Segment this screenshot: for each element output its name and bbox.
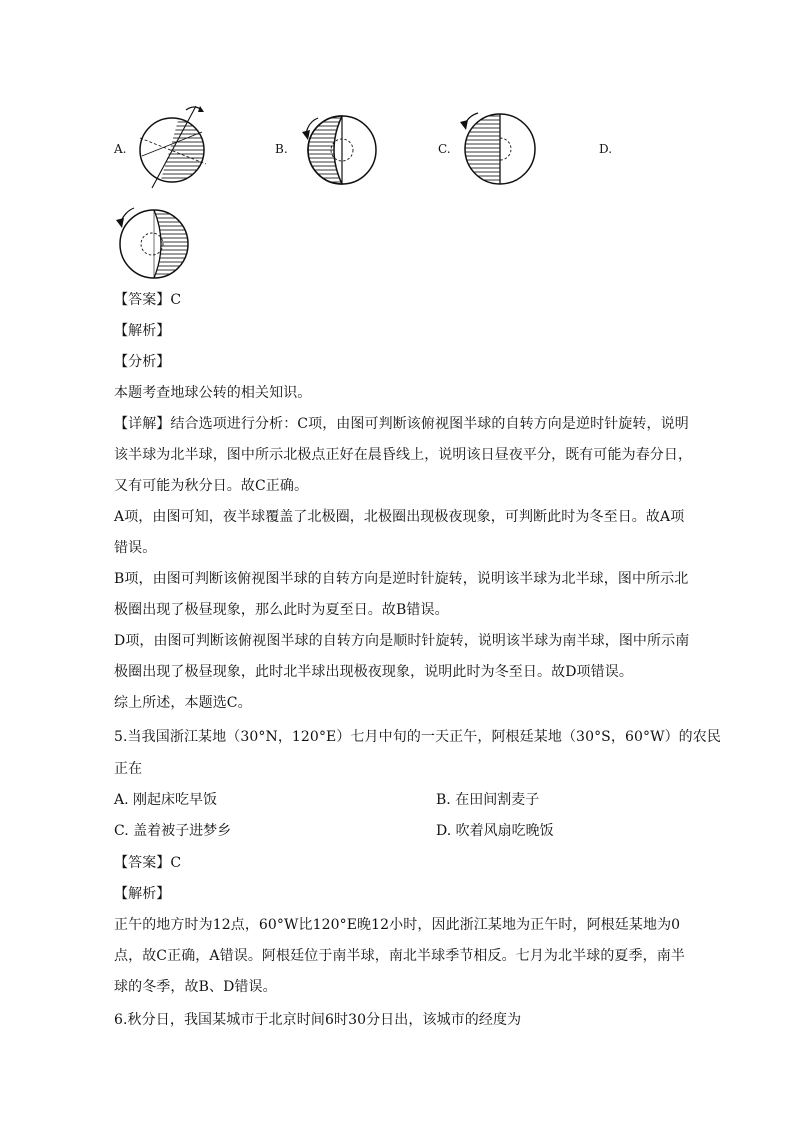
globe-figure-c [458, 110, 544, 188]
globe-figure-b [296, 112, 378, 188]
q5-analysis-line: 正午的地方时为12点，60°W比120°E晚12小时，因此浙江某地为正午时，阿根廷某地为0 [114, 917, 681, 933]
q4-fenxi-text: 本题考查地球公转的相关知识。 [114, 385, 312, 401]
q4-answer: 【答案】C [114, 292, 182, 308]
q4-analysis-heading: 【解析】 [114, 323, 171, 339]
q5-analysis-line: 点，故C正确，A错误。阿根廷位于南半球，南北半球季节相反。七月为北半球的夏季，南半 [114, 948, 685, 964]
q5-option-a: A. 刚起床吃早饭 [114, 792, 218, 808]
q5-analysis-heading: 【解析】 [114, 886, 171, 902]
q4-option-a-explanation: A项，由图可知，夜半球覆盖了北极圈，北极圈出现极夜现象，可判断此时为冬至日。故A项 [114, 509, 685, 525]
option-label-c: C. [438, 142, 451, 156]
q5-option-c: C. 盖着被子进梦乡 [114, 823, 232, 839]
q4-option-d-explanation: 极圈出现了极昼现象，此时北半球出现极夜现象，说明此时为冬至日。故D项错误。 [114, 664, 633, 680]
q4-option-a-explanation: 错误。 [114, 540, 157, 556]
q4-detail-line: 【详解】结合选项进行分析：C项，由图可判断该俯视图半球的自转方向是逆时针旋转，说明 [114, 416, 689, 432]
option-label-a: A. [114, 142, 127, 156]
q4-detail-line: 该半球为北半球，图中所示北极点正好在晨昏线上，说明该日昼夜平分，既有可能为春分日， [114, 447, 693, 463]
option-label-b: B. [275, 142, 288, 156]
q5-analysis-line: 球的冬季，故B、D错误。 [114, 979, 277, 995]
q4-fenxi-heading: 【分析】 [114, 354, 171, 370]
q4-option-d-explanation: D项，由图可判断该俯视图半球的自转方向是顺时针旋转，说明该半球为南半球，图中所示南 [114, 633, 690, 649]
q5-option-b: B. 在田间割麦子 [436, 792, 540, 808]
q4-option-b-explanation: B项，由图可判断该俯视图半球的自转方向是逆时针旋转，说明该半球为北半球，图中所示北 [114, 571, 689, 587]
q4-option-b-explanation: 极圈出现了极昼现象，那么此时为夏至日。故B错误。 [114, 602, 449, 618]
q4-detail-line: 又有可能为秋分日。故C正确。 [114, 478, 309, 494]
q4-summary: 综上所述，本题选C。 [114, 695, 252, 711]
q5-answer: 【答案】C [114, 855, 182, 871]
q5-option-d: D. 吹着风扇吃晚饭 [436, 823, 554, 839]
globe-figure-d [112, 204, 192, 280]
q5-stem: 正在 [114, 761, 143, 777]
q5-stem: 5.当我国浙江某地（30°N，120°E）七月中旬的一天正午，阿根廷某地（30°S，60°W）的农民 [114, 729, 721, 745]
q6-stem: 6.秋分日，我国某城市于北京时间6时30分日出，该城市的经度为 [114, 1012, 522, 1028]
globe-figure-a [132, 104, 216, 190]
option-label-d: D. [599, 142, 613, 156]
